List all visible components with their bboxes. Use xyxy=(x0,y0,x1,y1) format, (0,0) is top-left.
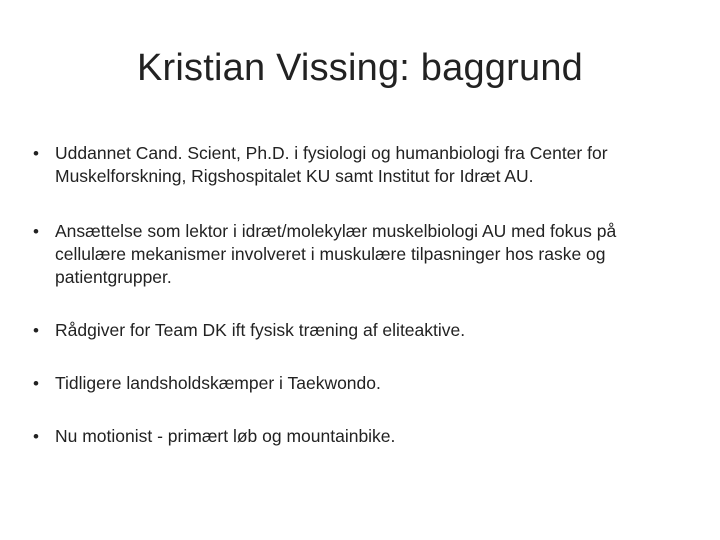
bullet-item-advisor xyxy=(30,319,680,342)
bullet-text: Ansættelse som lektor i idræt/molekylær muskelbiologi AU med fokus på cellulære mekanismer involveret i muskulære tilpasninger hos raske og patientgrupper. xyxy=(55,221,617,287)
bullet-item-exercise xyxy=(30,425,680,448)
bullet-text: Rådgiver for Team DK ift fysisk træning af eliteaktive. xyxy=(55,320,466,340)
bullet-icon: • xyxy=(33,374,39,393)
bullet-list xyxy=(30,142,680,478)
bullet-icon: • xyxy=(33,144,39,163)
bullet-icon: • xyxy=(33,222,39,241)
bullet-text: Nu motionist - primært løb og mountainbike. xyxy=(55,426,396,446)
bullet-icon: • xyxy=(33,321,39,340)
bullet-item-education xyxy=(30,142,680,188)
bullet-text: Uddannet Cand. Scient, Ph.D. i fysiologi og humanbiologi fra Center for Muskelforskning, Rigshospitalet KU samt Institut for Idræt AU. xyxy=(55,143,608,186)
bullet-item-employment xyxy=(30,220,680,289)
bullet-text: Tidligere landsholdskæmper i Taekwondo. xyxy=(55,373,381,393)
slide-title: Kristian Vissing: baggrund xyxy=(137,47,583,89)
bullet-item-taekwondo xyxy=(30,372,680,395)
bullet-icon: • xyxy=(33,427,39,446)
